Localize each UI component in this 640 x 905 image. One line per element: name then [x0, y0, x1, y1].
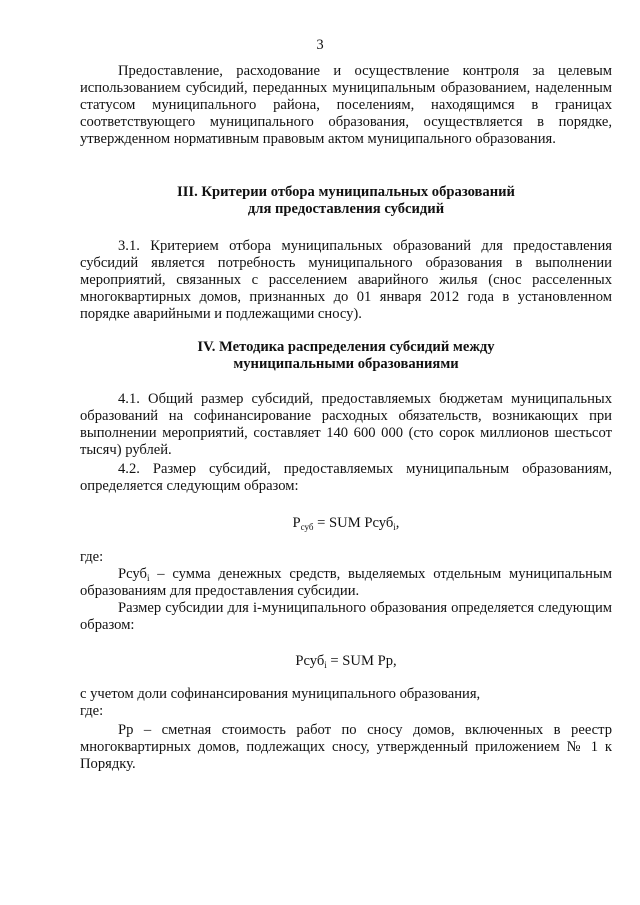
- formula-municipal-subsidy: [80, 653, 612, 670]
- definition-1-term-subscript: i: [146, 573, 150, 583]
- paragraph-subsidy-size: Размер субсидии для i-муниципального образования определяется следующим образом:: [80, 600, 612, 633]
- section-3-heading-line-1: III. Критерии отбора муниципальных образований: [177, 184, 515, 200]
- where-label-2: где:: [80, 703, 104, 719]
- formula-2-right: = SUM Рр,: [326, 653, 397, 669]
- formula-1-right-subscript: i: [393, 522, 396, 532]
- definition-rr: Рр – сметная стоимость работ по сносу домов, включенных в реестр многоквартирных домов, подлежащих сносу, утвержденный приложением № 1 к Порядку.: [80, 722, 612, 772]
- formula-1-right: = SUM Рсуб: [313, 515, 394, 531]
- paragraph-4-1: 4.1. Общий размер субсидий, предоставляемых бюджетам муниципальных образований на софинансирование расходных обязательств, возникающих при выполнении мероприятий, составляет 140 600 000 (сто сорок миллионов шестьсот тысяч) рублей.: [80, 391, 612, 458]
- section-4-heading-line-2: муниципальными образованиями: [233, 356, 459, 372]
- paragraph-cofinancing-share: с учетом доли софинансирования муниципального образования,: [80, 686, 481, 702]
- paragraph-3-1: 3.1. Критерием отбора муниципальных образований для предоставления субсидий является потребность муниципального образования в выполнении мероприятий, связанных с расселением аварийного жилья (снос расселенных многоквартирных домов, признанных до 01 января 2012 года в установленном порядке аварийными и подлежащими сносу).: [80, 238, 612, 322]
- formula-total-subsidy: [80, 515, 612, 532]
- formula-1-left-subscript: суб: [300, 522, 314, 532]
- definition-1-term: Рсуб: [118, 566, 147, 582]
- definition-rsub-i: [80, 566, 612, 600]
- where-label-1: где:: [80, 549, 104, 565]
- formula-1-tail: ,: [395, 515, 400, 531]
- definition-1-text: – сумма денежных средств, выделяемых отдельным муниципальным образованиям для предоставления субсидии.: [80, 566, 612, 599]
- section-3-heading-line-2: для предоставления субсидий: [247, 201, 445, 217]
- formula-1-left: Р: [292, 515, 301, 531]
- paragraph-4-2: 4.2. Размер субсидий, предоставляемых муниципальным образованиям, определяется следующим образом:: [80, 461, 612, 494]
- page-number: 3: [316, 37, 324, 53]
- formula-2-left-subscript: i: [324, 660, 327, 670]
- section-4-heading-line-1: IV. Методика распределения субсидий между: [197, 339, 495, 355]
- formula-2-left: Рсуб: [295, 653, 325, 669]
- paragraph-subsidy-control: Предоставление, расходование и осуществление контроля за целевым использованием субсидий, переданных муниципальным образованием, наделенным статусом муниципального района, поселениям, находящимся в границах соответствующего муниципального образования, осуществляется в порядке, утвержденном нормативным правовым актом муниципального образования.: [80, 63, 612, 147]
